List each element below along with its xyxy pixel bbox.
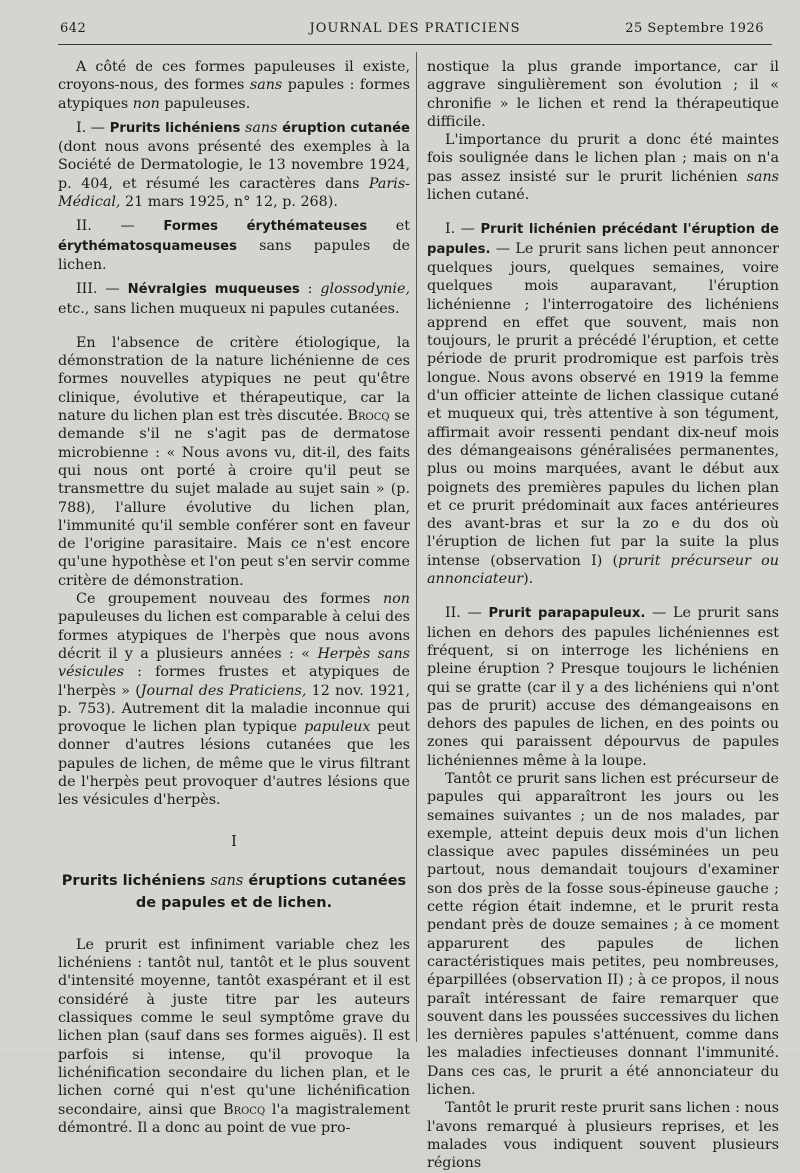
spacer [427, 204, 779, 220]
section-number: I [231, 831, 237, 850]
list-item-3: III. — Névralgies muqueuses : glossodynie, etc., sans lichen muqueux ni papules cutanées. [58, 281, 410, 317]
list-item-2: II. — Formes érythémateuses et érythématosquameuses sans papules de lichen. [58, 218, 410, 273]
body-paragraph: En l'absence de critère étiologique, la démonstration de la nature lichénienne de ces formes nouvelles atypiques ne peut qu'être clinique, évolutive et thérapeutique, car la nature du lichen plan est très discutée. Brocq se demande s'il ne s'agit pas de dermatose microbienne : « Nous avons vu, dit-il, des faits qui nous ont porté à croire qu'il peut se transmettre du sujet malade au sujet sain » (p. 788), l'allure évolutive du lichen plan, l'immunité qu'il semble conférer sont en faveur de l'origine parasitaire. Mais ce n'est encore qu'une hypothèse et l'on peut s'en servir comme critère de démonstration. [58, 334, 411, 589]
issue-date: 25 Septembre 1926 [625, 21, 764, 36]
right-column [427, 58, 779, 1173]
body-paragraph: Tantôt le prurit reste prurit sans lichen : nous l'avons remarqué à plusieurs reprises, et les malades vous indiquent souvent plusieurs régions [427, 1100, 779, 1172]
body-paragraph: nostique la plus grande importance, car il aggrave singulièrement son évolution ; il « chronifie » le lichen et rend la thérapeutique difficile. [427, 59, 779, 130]
column-divider [416, 52, 417, 1042]
page-header [58, 18, 772, 45]
intro-paragraph: A côté de ces formes papuleuses il existe, croyons-nous, des formes sans papules : formes atypiques non papuleuses. [58, 59, 410, 112]
journal-title: JOURNAL DES PRATICIENS [309, 21, 521, 36]
spacer [58, 318, 410, 334]
left-column [58, 58, 410, 1137]
subsection-2: II. — Prurit parapapuleux. — Le prurit sans lichen en dehors des papules lichéniennes est fréquent, si on interroge les lichéniens en pleine éruption ? Presque toujours le lichénien qui se gratte (car il y a des lichéniens qui n'ont pas de prurit) accuse des démangeaisons en dehors des papules de lichen, en des points ou zones qui paraissent dépourvus de papules lichéniennes même à la loupe. [427, 605, 779, 769]
body-paragraph: Tantôt ce prurit sans lichen est précurseur de papules qui apparaîtront les jours ou les semaines suivantes ; un de nos malades, par exemple, atteint depuis deux mois d'un lichen classique avec papules disséminées un peu partout, nous demandait toujours d'examiner son dos près de la fosse sous-épineuse gauche ; cette région était indemne, et le prurit resta pendant près de douze semaines ; à ce moment apparurent des papules de lichen caractéristiques mais petites, peu nombreuses, éparpillées (observation II) ; à ce propos, il nous paraît intéressant de faire remarquer que souvent dans les poussées successives du lichen les dernières papules s'atténuent, comme dans les maladies infectieuses donnant l'immunité. Dans ces cas, le prurit a été annonciateur du lichen. [427, 770, 779, 1099]
spacer [427, 588, 779, 604]
body-paragraph: L'importance du prurit a donc été maintes fois soulignée dans le lichen plan ; mais on n'a pas assez insisté sur le prurit lichénien sans lichen cutané. [427, 132, 779, 204]
page-number: 642 [60, 21, 87, 36]
section-title: Prurits lichéniens sans éruptions cutanées de papules et de lichen. [61, 872, 407, 911]
body-paragraph: Ce groupement nouveau des formes non papuleuses du lichen est comparable à celui des formes atypiques de l'herpès que nous avons décrit il y a plusieurs années : « Herpès sans vésicules : formes frustes et atypiques de l'herpès » (Journal des Praticiens, 12 nov. 1921, p. 753). Autrement dit la maladie inconnue qui provoque le lichen plan typique papuleux peut donner d'autres lésions cutanées que les papules de lichen, de même que le virus filtrant de l'herpès peut provoquer d'autres lésions que les vésicules d'herpès. [58, 591, 410, 809]
list-item-1: I. — Prurits lichéniens sans éruption cutanée (dont nous avons présenté des exemples à la Société de Dermatologie, le 13 novembre 1924, p. 404, et résumé les caractères dans Paris-Médical, 21 mars 1925, n° 12, p. 268). [58, 119, 410, 211]
subsection-1: I. — Prurit lichénien précédant l'éruption de papules. — Le prurit sans lichen peut annoncer quelques jours, quelques semaines, voire quelques mois auparavant, l'éruption lichénienne ; l'interrogatoire des lichéniens apprend en effet que souvent, mais non toujours, le prurit a précédé l'éruption, et cette période de prurit prodromique est parfois très longue. Nous avons observé en 1919 la femme d'un officier atteinte de lichen classique cutané et muqueux qui, très attentive à son tégument, affirmait avoir ressenti pendant dix-neuf mois des démangeaisons généralisées permanentes, plus ou moins marquées, avant le début aux poignets des premières papules du lichen plan et ce prurit prédominait aux faces antérieures des avant-bras et sur la zo e du dos où l'éruption de lichen fut par la suite la plus intense (observation I) (prurit précurseur ou annonciateur). [427, 221, 779, 588]
body-paragraph: Le prurit est infiniment variable chez les lichéniens : tantôt nul, tantôt et le plus souvent d'intensité moyenne, tantôt exaspérant et il est considéré à juste titre par les auteurs classiques comme le seul symptôme grave du lichen plan (sauf dans ses formes aiguës). Il est parfois si intense, qu'il provoque la lichénification secondaire du lichen plan, et le lichen corné qui n'est qu'une lichénification secondaire, ainsi que Brocq l'a magistralement démontré. Il a donc au point de vue pro- [58, 936, 410, 1136]
